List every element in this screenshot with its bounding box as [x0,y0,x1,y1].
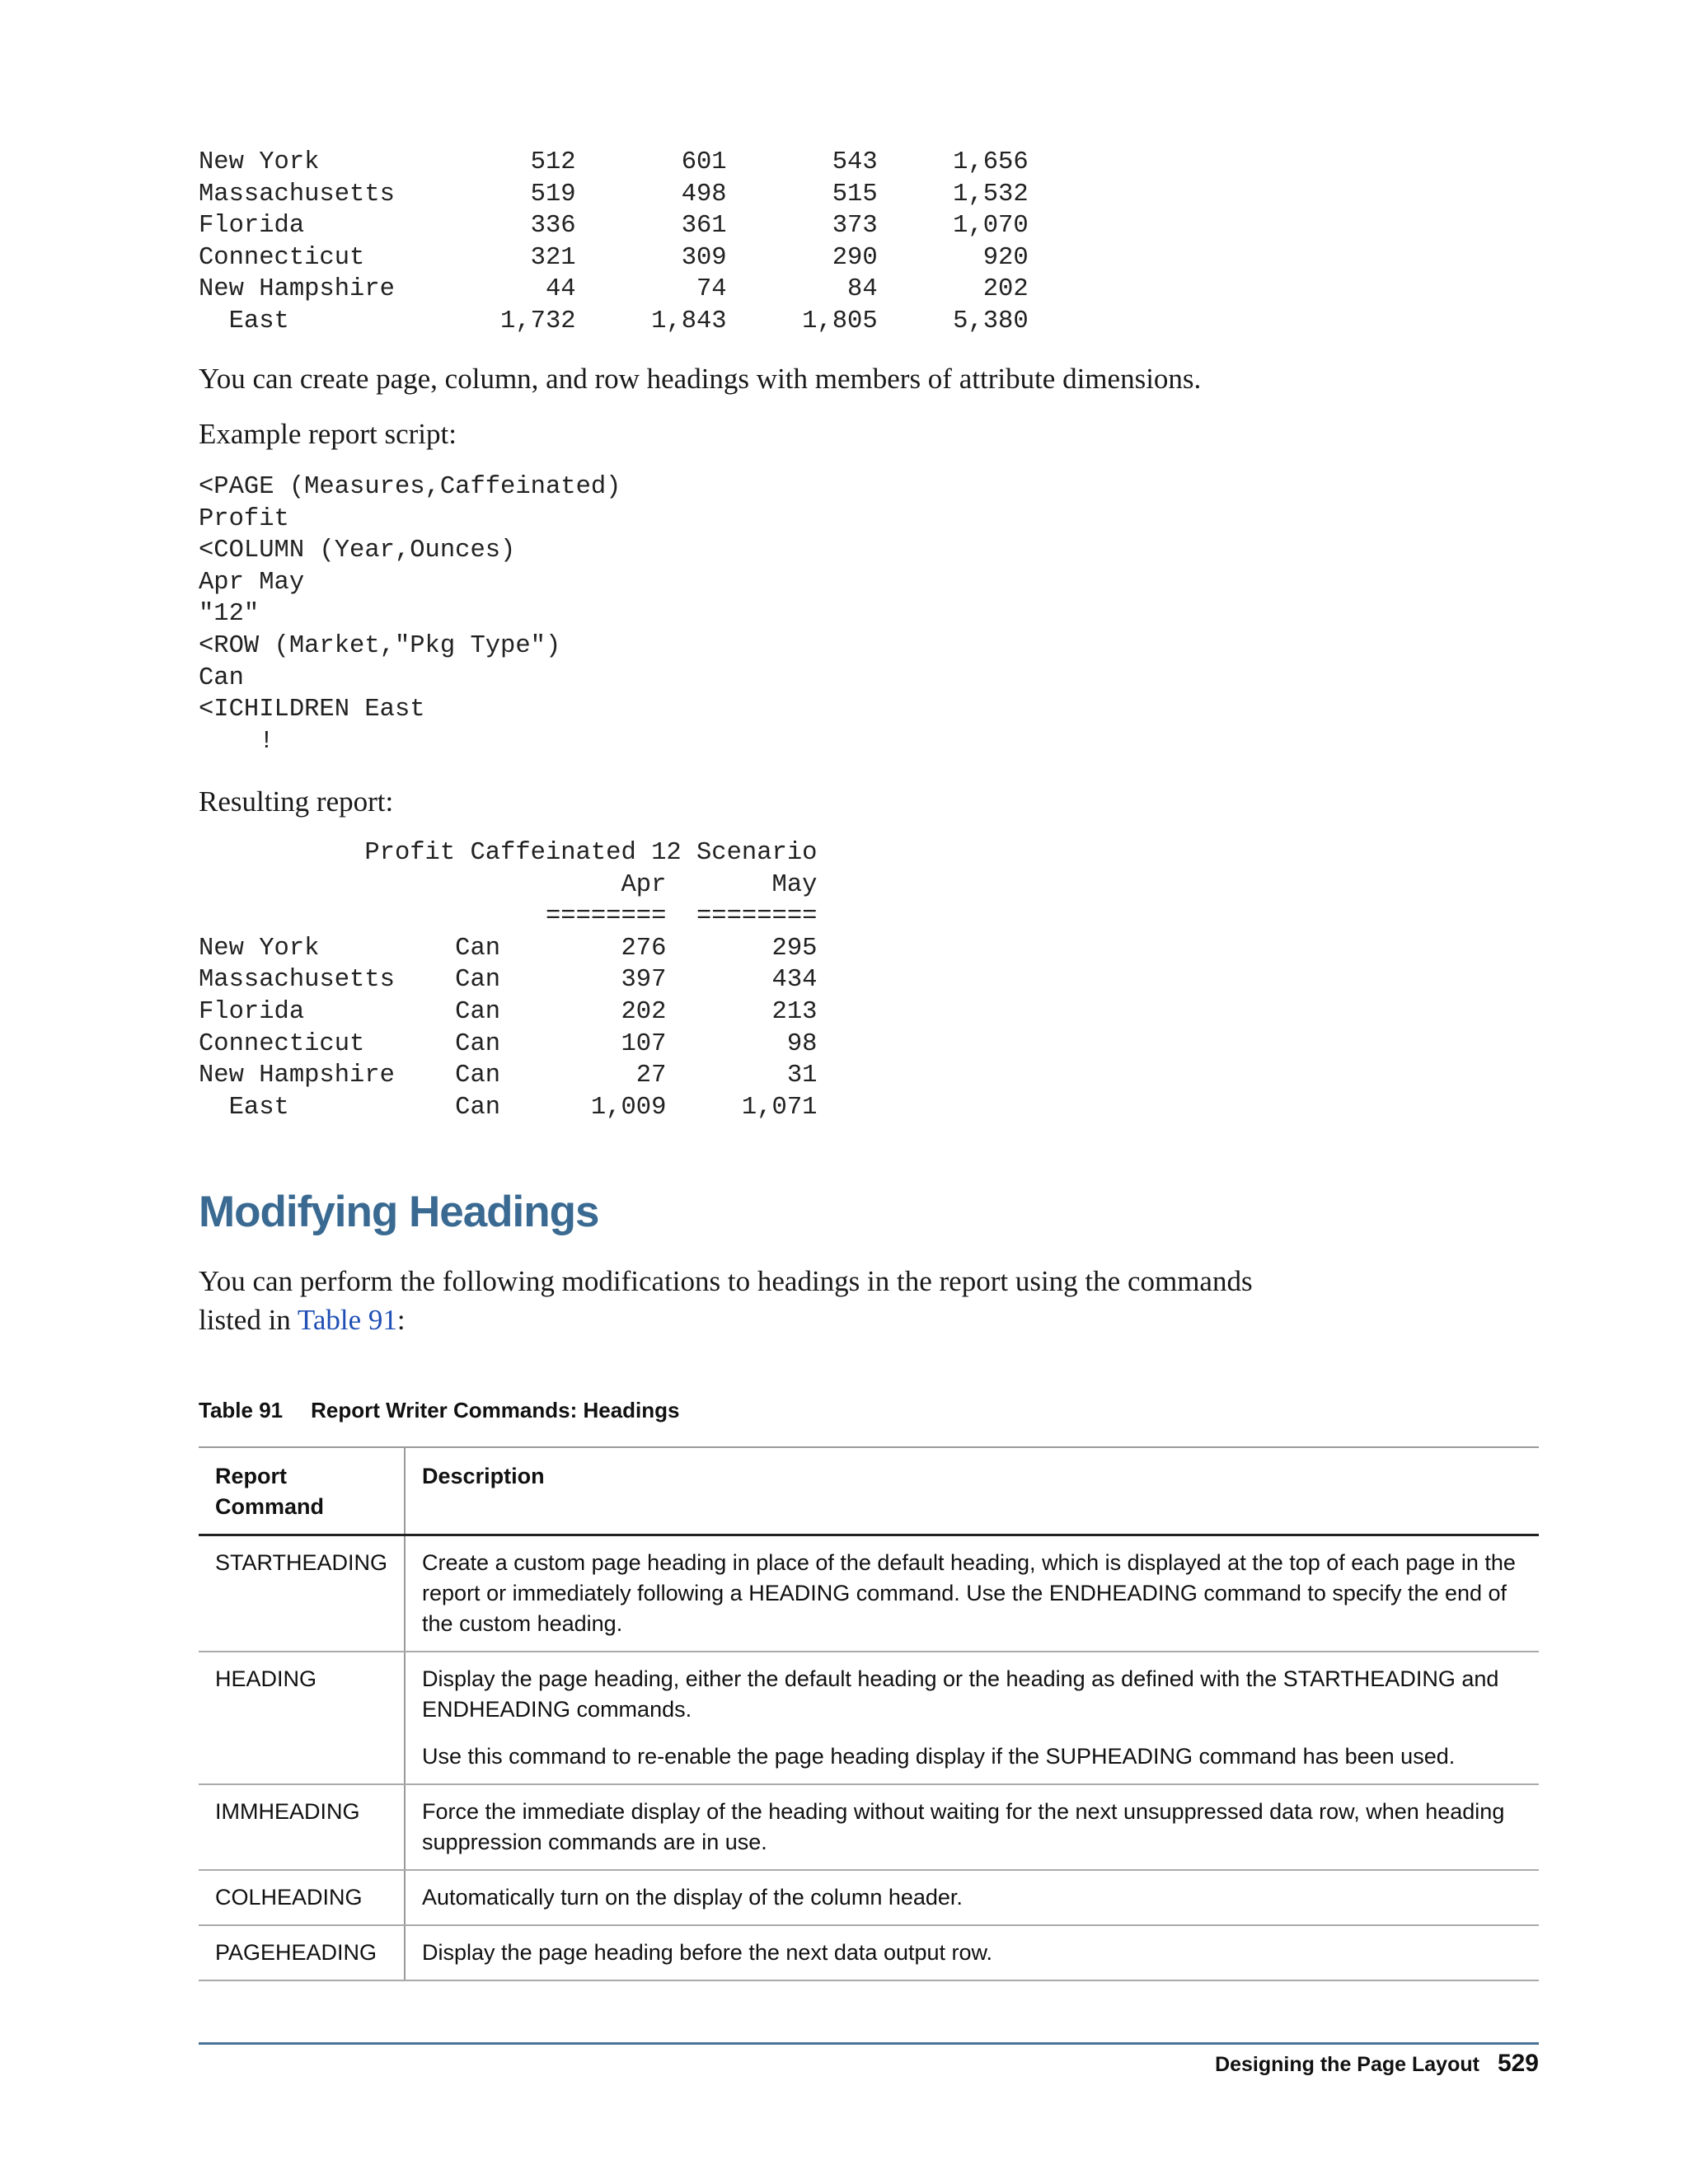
example-label: Example report script: [199,418,457,450]
description-cell [405,1870,1539,1925]
intro-paragraph: You can create page, column, and row headings with members of attribute dimensions. [199,363,1202,395]
description-cell [405,1925,1539,1980]
resulting-report-output: Profit Caffeinated 12 Scenario Apr May ======== ======== New York Can 276 295 Massachusetts Can 397 434 Florida Can 202 213 Connecticut Can 107 98 New Hampshire Can 27 31 East Can 1,009 1,071 [199,839,818,1122]
sample-report-output: New York 512 601 543 1,656 Massachusetts 519 498 515 1,532 Florida 336 361 373 1,070 Connecticut 321 309 290 920 New Hampshire 44 74 84 202 East 1,732 1,843 1,805 5,380 [199,148,1029,335]
table-row [199,1535,1539,1652]
description-text: Display the page heading, either the default heading or the heading as defined with the STARTHEADING and ENDHEADING commands. [422,1666,1499,1722]
description-text: Automatically turn on the display of the column header. [422,1885,963,1910]
description-cell [405,1652,1539,1784]
table-row [199,1925,1539,1980]
page-footer [1215,2050,1539,2078]
footer-chapter-title: Designing the Page Layout [1215,2053,1479,2076]
table-row [199,1870,1539,1925]
description-text: Create a custom page heading in place of the default heading, which is displayed at the top of each page in the report or immediately following a HEADING command. Use the ENDHEADING command to specify the end of the custom heading. [422,1550,1516,1636]
footer-rule [199,2042,1539,2045]
table-caption [199,1398,679,1423]
resulting-label: Resulting report: [199,785,394,818]
document-page [199,0,1539,2184]
header-report-command: Report Command [199,1447,405,1535]
section-heading: Modifying Headings [199,1188,599,1236]
command-cell: IMMHEADING [199,1784,405,1870]
section-text-line2-start: listed in [199,1304,298,1336]
table-91-link[interactable]: Table 91 [297,1304,397,1336]
command-cell: STARTHEADING [199,1535,405,1652]
table-row [199,1784,1539,1870]
command-cell: PAGEHEADING [199,1925,405,1980]
table-caption-title: Report Writer Commands: Headings [311,1398,680,1422]
command-cell: COLHEADING [199,1870,405,1925]
table-caption-label: Table 91 [199,1398,284,1422]
header-description: Description [405,1447,1539,1535]
headings-commands-table [199,1446,1539,1981]
page-number: 529 [1497,2050,1539,2077]
description-cell [405,1535,1539,1652]
report-script-code: <PAGE (Measures,Caffeinated) Profit <COLUMN (Year,Ounces) Apr May "12" <ROW (Market,"Pkg Type") Can <ICHILDREN East ! [199,473,621,756]
section-text-line1: You can perform the following modifications to headings in the report using the commands [199,1265,1253,1297]
section-paragraph [199,1262,1253,1339]
description-cell [405,1784,1539,1870]
table-row [199,1652,1539,1784]
description-text: Force the immediate display of the heading without waiting for the next unsuppressed data row, when heading suppression commands are in use. [422,1799,1505,1854]
table-header-row [199,1447,1539,1535]
description-text: Display the page heading before the next data output row. [422,1940,993,1965]
description-text: Use this command to re-enable the page heading display if the SUPHEADING command has been used. [422,1744,1456,1769]
section-text-line2-end: : [396,1304,406,1336]
command-cell: HEADING [199,1652,405,1784]
